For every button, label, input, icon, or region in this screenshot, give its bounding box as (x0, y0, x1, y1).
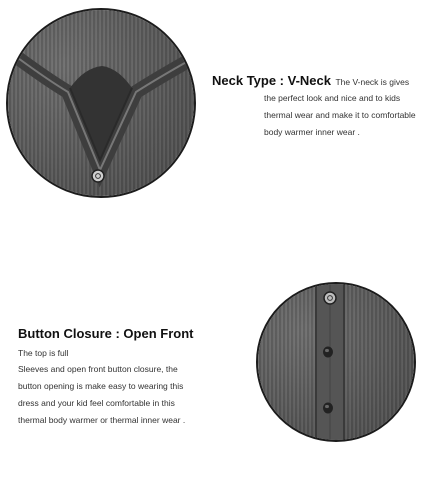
button-closure-title: Button Closure : Open Front (18, 326, 194, 341)
placket-button-top (324, 292, 336, 304)
placket-button-middle (323, 347, 333, 358)
button-placket-illustration (258, 284, 416, 442)
vneck-illustration (8, 10, 196, 198)
placket-button-bottom (323, 403, 333, 414)
button-closure-line-1: Sleeves and open front button closure, the (18, 364, 178, 374)
button-closure-line-2: button opening is make easy to wearing this (18, 381, 184, 391)
button-closure-lead: The top is full (18, 348, 69, 358)
button-closure-line-3: dress and your kid feel comfortable in this (18, 398, 175, 408)
neck-type-line-1: the perfect look and nice and to kids (264, 93, 401, 103)
button-closure-line-4: thermal body warmer or thermal inner wear . (18, 415, 186, 425)
neck-type-title: Neck Type : V-Neck (212, 73, 331, 88)
vneck-closeup-image (6, 8, 196, 198)
button-placket-closeup-image (256, 282, 416, 442)
neck-type-lead: The V-neck is gives (335, 77, 410, 87)
button-closure-section (18, 325, 208, 429)
neck-type-line-2: thermal wear and make it to comfortable (264, 110, 416, 120)
neck-type-line-3: body warmer inner wear . (264, 127, 360, 137)
neck-type-section (212, 72, 422, 141)
